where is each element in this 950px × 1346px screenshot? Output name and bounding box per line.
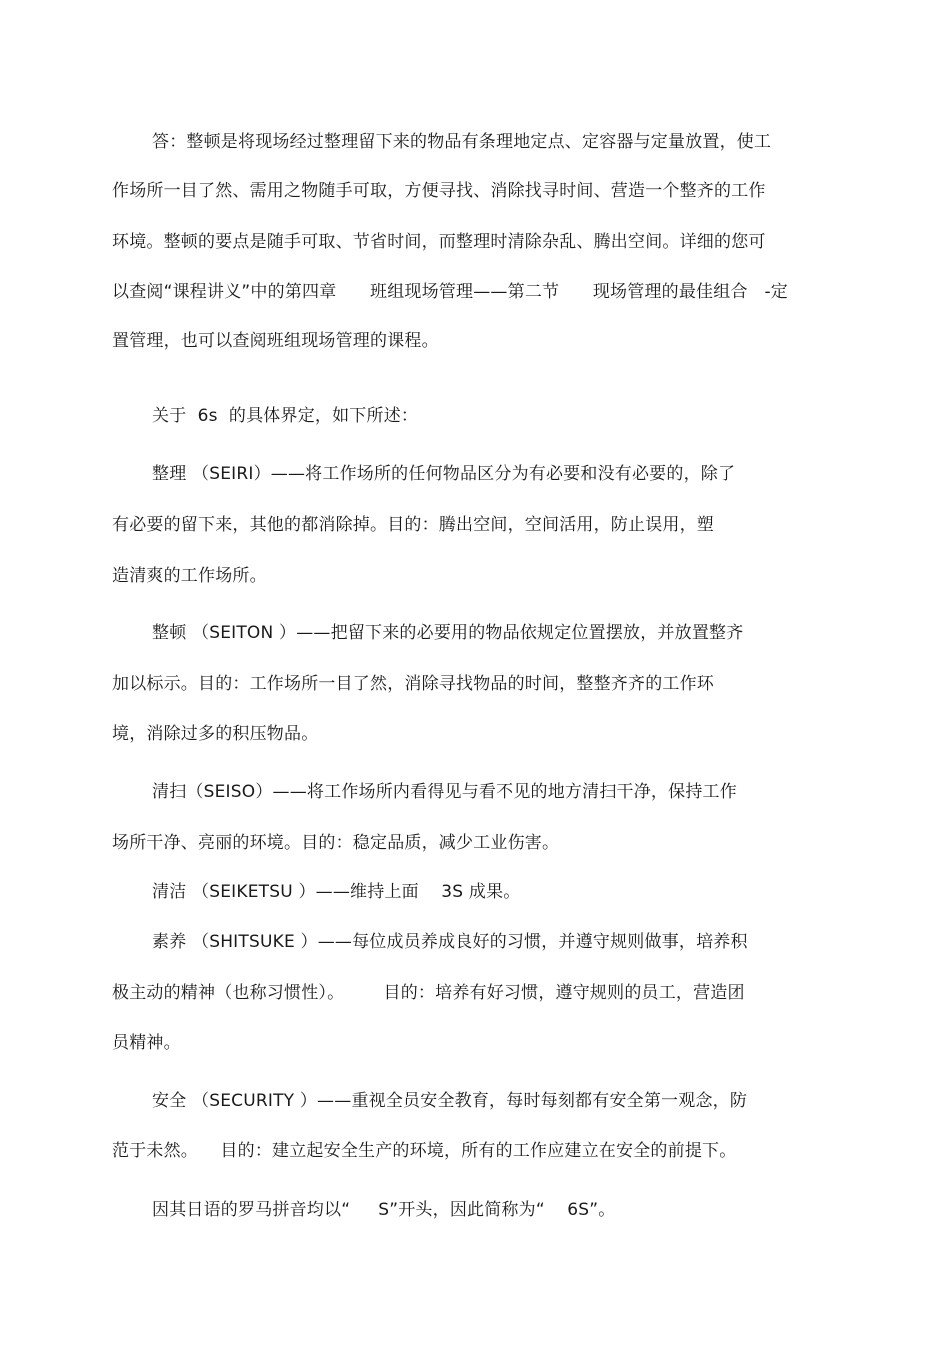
closing-line: 因其日语的罗马拼音均以“ S”开头，因此简称为“ 6S”。	[152, 1200, 616, 1220]
seiri-line-2: 有必要的留下来，其他的都消除掉。目的：腾出空间，空间活用，防止误用，塑	[112, 515, 714, 535]
answer-line-2: 作场所一目了然、需用之物随手可取，方便寻找、消除找寻时间、营造一个整齐的工作	[112, 181, 766, 201]
answer-line-3: 环境。整顿的要点是随手可取、节省时间，而整理时清除杂乱、腾出空间。详细的您可	[112, 232, 766, 252]
security-line-1: 安全 （SECURITY ）——重视全员安全教育，每时每刻都有安全第一观念，防	[152, 1091, 748, 1111]
seiton-line-2: 加以标示。目的：工作场所一目了然，消除寻找物品的时间，整整齐齐的工作环	[112, 674, 714, 694]
shitsuke-line-2: 极主动的精神（也称习惯性）。 目的：培养有好习惯，遵守规则的员工，营造团	[112, 983, 745, 1003]
seiton-line-1: 整顿 （SEITON ）——把留下来的必要用的物品依规定位置摆放，并放置整齐	[152, 623, 744, 643]
seiri-line-1: 整理 （SEIRI）——将工作场所的任何物品区分为有必要和没有必要的，除了	[152, 464, 736, 484]
shitsuke-line-1: 素养 （SHITSUKE ）——每位成员养成良好的习惯，并遵守规则做事，培养积	[152, 932, 748, 952]
seiri-line-3: 造清爽的工作场所。	[112, 566, 267, 586]
seiketsu-line-1: 清洁 （SEIKETSU ）——维持上面 3S 成果。	[152, 882, 521, 902]
intro-6s-line: 关于 6s 的具体界定，如下所述：	[152, 406, 419, 426]
seiso-line-2: 场所干净、亮丽的环境。目的：稳定品质，减少工业伤害。	[112, 833, 560, 853]
seiton-line-3: 境，消除过多的积压物品。	[112, 724, 319, 744]
answer-line-1: 答：整顿是将现场经过整理留下来的物品有条理地定点、定容器与定量放置，使工	[152, 132, 772, 152]
shitsuke-line-3: 员精神。	[112, 1033, 181, 1053]
answer-line-5: 置管理，也可以查阅班组现场管理的课程。	[112, 331, 439, 351]
answer-line-4: 以查阅“课程讲义”中的第四章 班组现场管理——第二节 现场管理的最佳组合 -定	[112, 282, 789, 302]
seiso-line-1: 清扫（SEISO）——将工作场所内看得见与看不见的地方清扫干净，保持工作	[152, 782, 737, 802]
security-line-2: 范于未然。 目的：建立起安全生产的环境，所有的工作应建立在安全的前提下。	[112, 1141, 737, 1161]
